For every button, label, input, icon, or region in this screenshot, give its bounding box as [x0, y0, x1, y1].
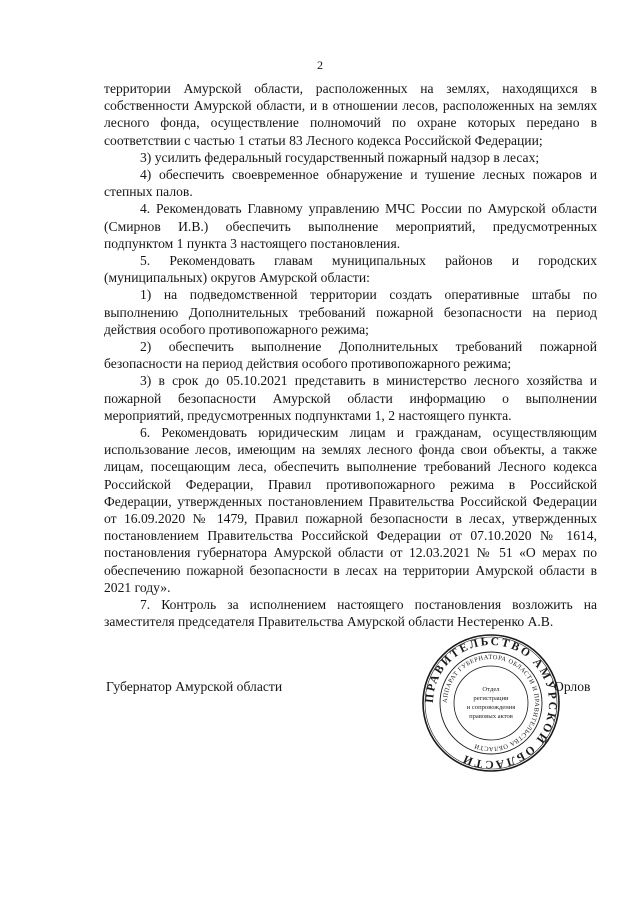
paragraph: 5. Рекомендовать главам муниципальных районов и городских (муниципальных) округов Амурской области:	[104, 253, 597, 286]
stamp-center-line: и сопровождения	[466, 704, 516, 711]
page-number: 2	[317, 58, 323, 72]
paragraph: 4. Рекомендовать Главному управлению МЧС России по Амурской области (Смирнов И.В.) обеспечить выполнение мероприятий, предусмотренных подпунктом 1 пункта 3 настоящего постановления.	[104, 201, 597, 251]
paragraph: 1) на подведомственной территории создать оперативные штабы по выполнению Дополнительных требований пожарной безопасности на период действия особого противопожарного режима;	[104, 287, 597, 337]
paragraph: 6. Рекомендовать юридическим лицам и гражданам, осуществляющим использование лесов, имеющим на землях лесного фонда свои объекты, а также лицам, посещающим леса, обеспечить выполнение требований Лесного кодекса Российской Федерации, Правил противопожарного режима в Российской Федерации, утвержденных постановлением Правительства Российской Федерации от 16.09.2020 № 1479, Правил пожарной безопасности в лесах, утвержденных постановлением Правительства Российской Федерации от 07.10.2020 № 1614, постановления губернатора Амурской области от 12.03.2021 № 51 «О мерах по обеспечению пожарной безопасности в лесах на территории Амурской области в 2021 году».	[104, 425, 597, 595]
paragraph: 4) обеспечить своевременное обнаружение и тушение лесных пожаров и степных палов.	[104, 167, 597, 200]
official-stamp	[421, 633, 561, 773]
stamp-outer-text: ПРАВИТЕЛЬСТВО АМУРСКОЙ ОБЛАСТИ	[423, 635, 559, 771]
stamp-inner-text: АППАРАТ ГУБЕРНАТОРА ОБЛАСТИ И ПРАВИТЕЛЬСТВА ОБЛАСТИ	[441, 653, 541, 753]
paragraph: 3) усилить федеральный государственный пожарный надзор в лесах;	[140, 149, 540, 165]
signatory-name: Орлов	[554, 679, 591, 694]
paragraph: 2) обеспечить выполнение Дополнительных требований пожарной безопасности на период действия особого противопожарного режима;	[104, 339, 597, 372]
svg-text:АППАРАТ ГУБЕРНАТОРА ОБЛАСТИ И	[442, 654, 540, 752]
document-body	[104, 80, 597, 631]
paragraph: 3) в срок до 05.10.2021 представить в министерство лесного хозяйства и пожарной безопасности Амурской области информацию о выполнении мероприятий, предусмотренных подпунктами 1, 2 настоящего пункта.	[104, 373, 597, 423]
stamp-center-line: Отдел	[482, 686, 500, 693]
stamp-center-line: правовых актов	[469, 713, 513, 720]
paragraph: территории Амурской области, расположенных на землях, находящихся в собственности Амурской области, и в отношении лесов, расположенных на землях лесного фонда, осуществление полномочий по охране которых передано в соответствии с частью 1 статьи 83 Лесного кодекса Российской Федерации;	[104, 81, 597, 148]
stamp-center-line: регистрации	[473, 695, 509, 702]
paragraph: 7. Контроль за исполнением настоящего постановления возложить на заместителя председателя Правительства Амурской области Нестеренко А.В.	[104, 597, 597, 630]
signatory-title: Губернатор Амурской области	[106, 679, 283, 694]
